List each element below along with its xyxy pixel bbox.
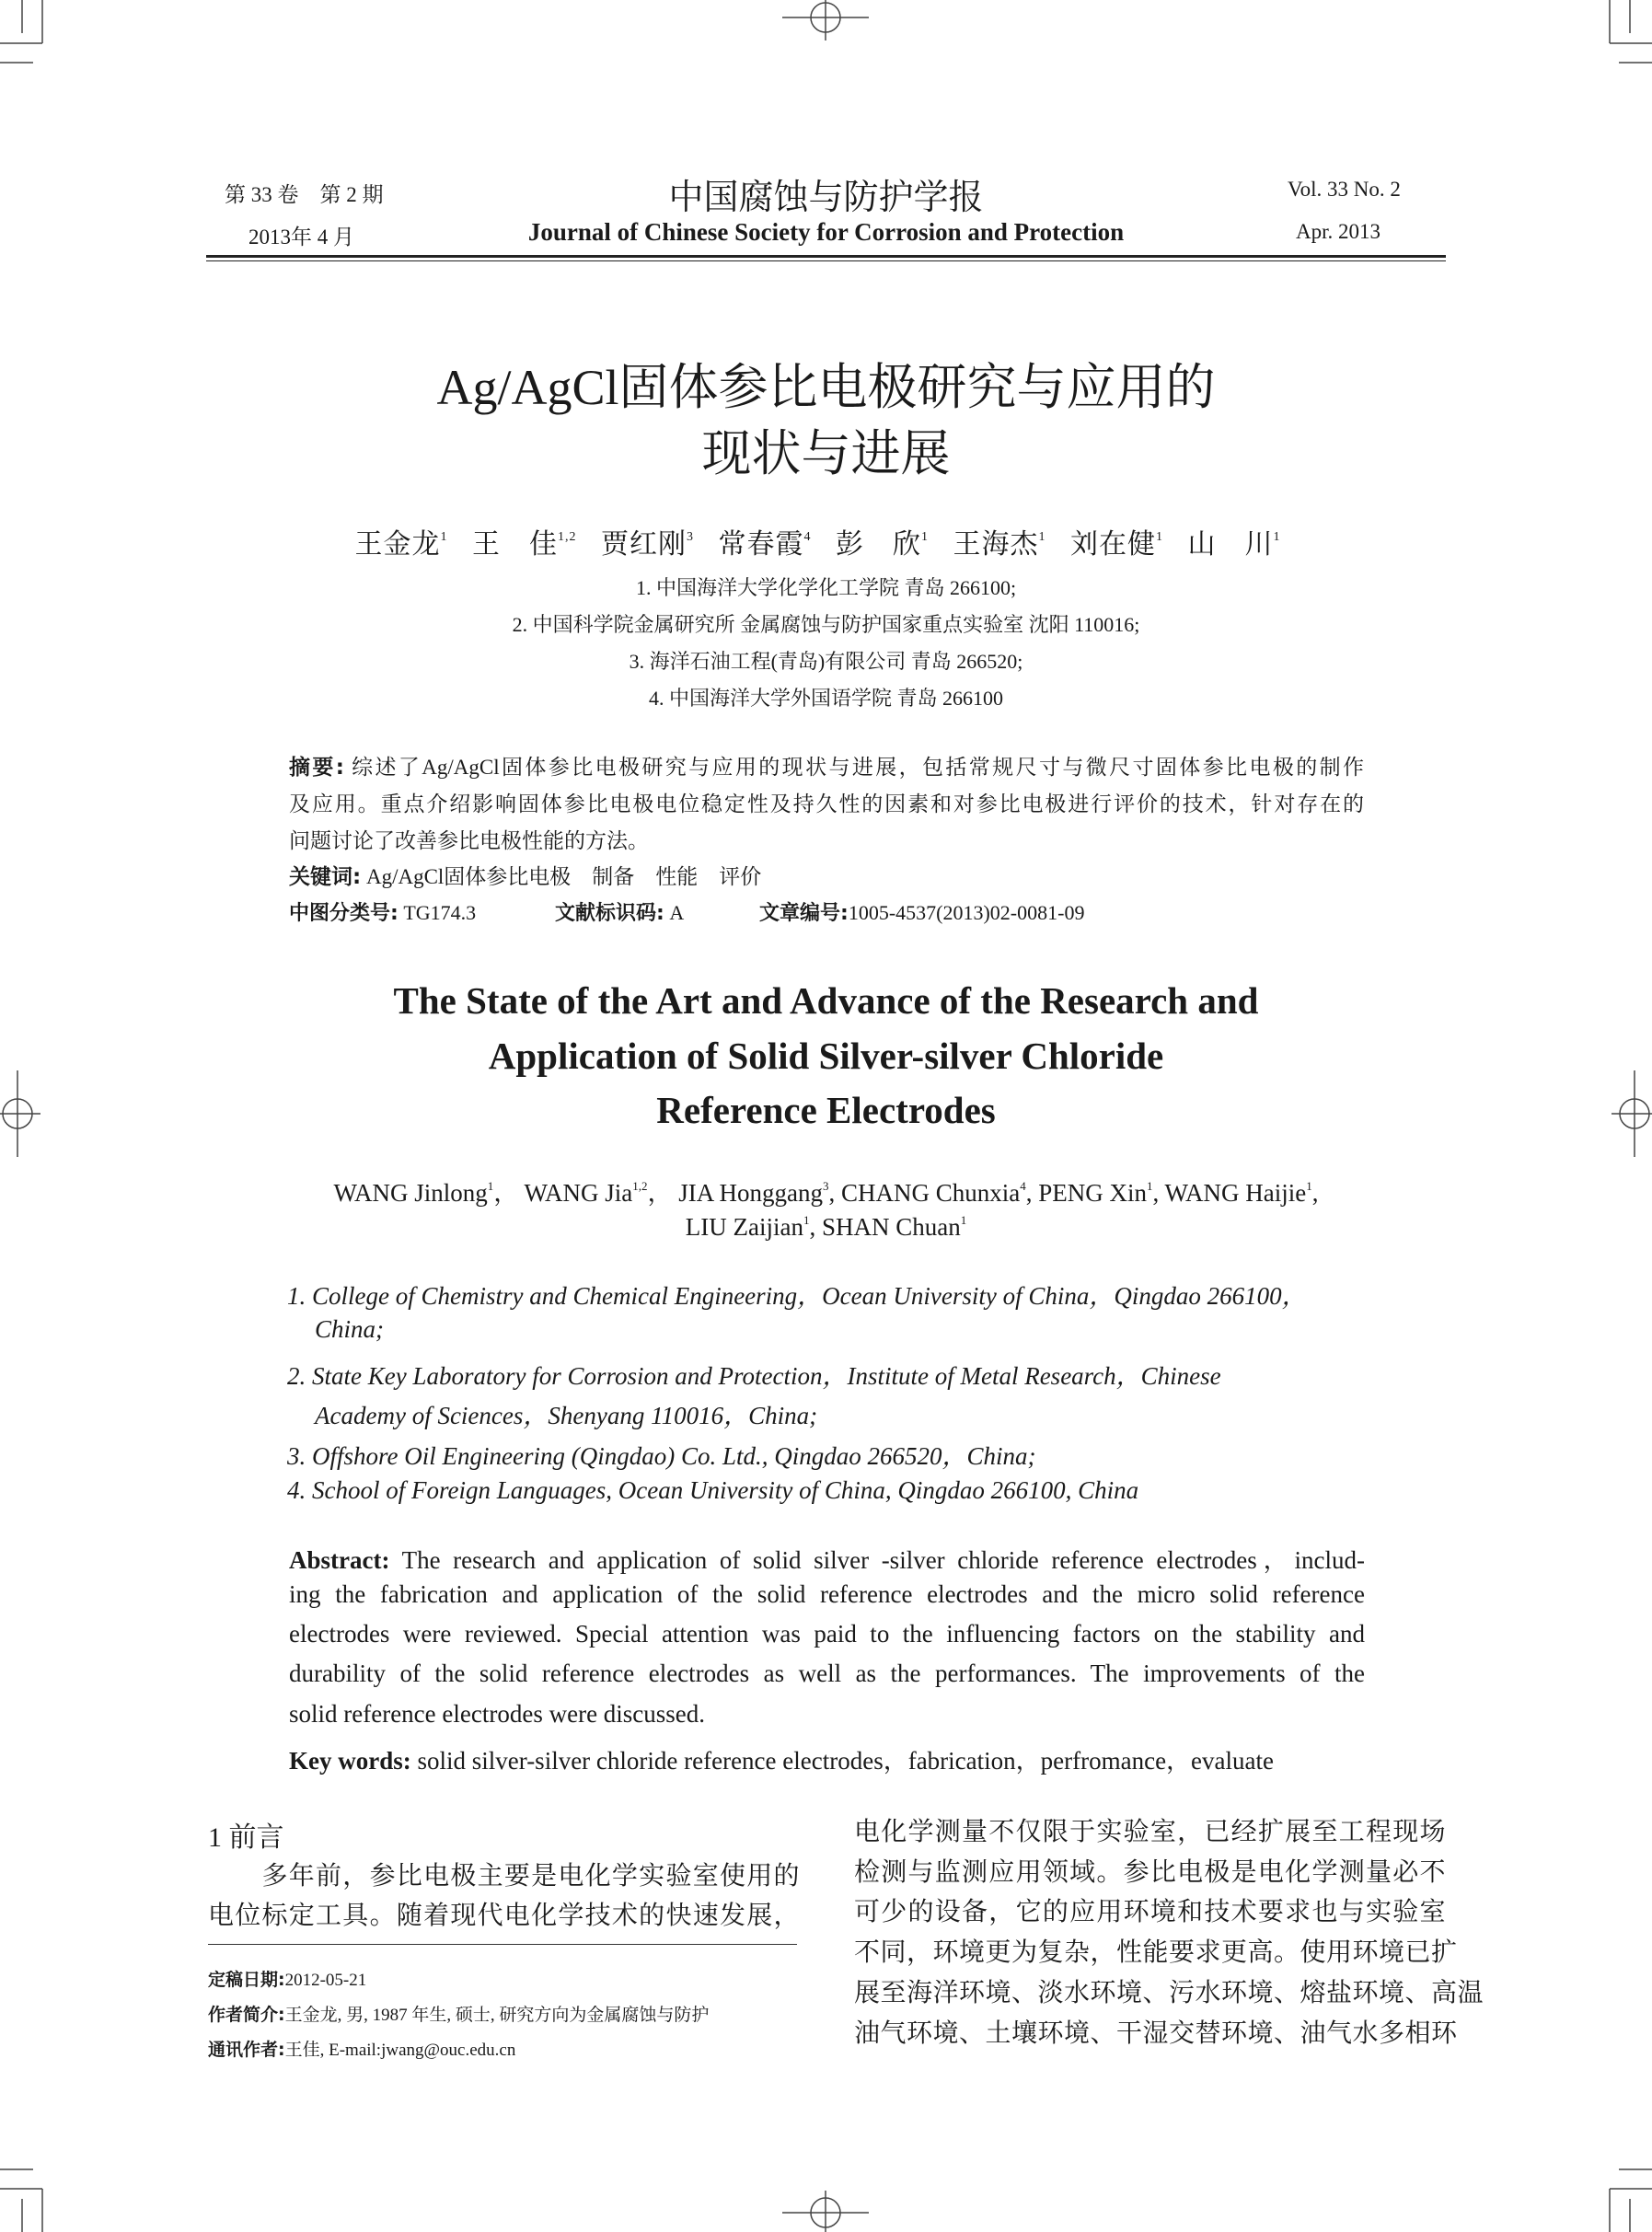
separator: , — [809, 1213, 822, 1241]
header-volume-issue-en: Vol. 33 No. 2 — [1288, 178, 1401, 201]
keywords-cn-text: Ag/AgCl固体参比电极 制备 性能 评价 — [361, 865, 762, 888]
body-text-line: 可少的设备，它的应用环境和技术要求也与实验室 — [854, 1898, 1446, 1926]
clc-value: TG174.3 — [398, 901, 477, 924]
author-affil-sup: 1 — [803, 1213, 810, 1227]
classification-article — [759, 897, 1084, 926]
abstract-en-text: The research and application of solid silver -silver chloride reference electrodes，includ- — [389, 1546, 1365, 1574]
keywords-en — [289, 1740, 1274, 1776]
title-cn-line-1: Ag/AgCl固体参比电极研究与应用的 — [436, 360, 1216, 415]
affiliation-cn: 1. 中国海洋大学化学化工学院 青岛 266100; — [635, 576, 1017, 599]
classification-doc — [555, 897, 684, 926]
author-affil-sup: 1,2 — [558, 530, 577, 544]
author-cn: 刘在健 — [1070, 529, 1156, 560]
body-text-line: 检测与监测应用领域。参比电极是电化学测量必不 — [854, 1858, 1446, 1887]
author-affil-sup: 4 — [1020, 1179, 1026, 1193]
body-text-line: 油气环境、土壤环境、干湿交替环境、油气水多相环 — [854, 2019, 1458, 2048]
affiliation-en: 1. College of Chemistry and Chemical Engineering，Ocean University of China，Qingdao 266100， — [287, 1282, 1307, 1310]
author-affil-sup: 1 — [1306, 1179, 1312, 1193]
author-cn: 山 川 — [1187, 529, 1274, 560]
body-text-line: 电化学测量不仅限于实验室，已经扩展至工程现场 — [854, 1818, 1446, 1846]
header-date-en: Apr. 2013 — [1296, 220, 1381, 243]
separator: , — [1311, 1179, 1319, 1207]
footnote-label: 定稿日期: — [208, 1970, 285, 1990]
separator: ， — [493, 1179, 519, 1207]
header-rule-thin — [206, 260, 1446, 261]
abstract-cn-line — [289, 750, 1364, 781]
author-en: CHANG Chunxia — [841, 1179, 1021, 1207]
section-heading: 1 前言 — [208, 1822, 284, 1853]
author-affil-sup: 4 — [803, 530, 812, 544]
author-affil-sup: 1,2 — [632, 1179, 648, 1193]
footnote-corresponding-author — [208, 2036, 515, 2061]
journal-title-en: Journal of Chinese Society for Corrosion and Protection — [527, 218, 1125, 246]
footnote-text: 王金龙, 男, 1987 年生, 硕士, 研究方向为金属腐蚀与防护 — [284, 2006, 710, 2025]
affiliation-cn: 2. 中国科学院金属研究所 金属腐蚀与防护国家重点实验室 沈阳 110016; — [512, 613, 1140, 636]
author-affil-sup: 1 — [960, 1213, 967, 1227]
author-affil-sup: 1 — [921, 530, 929, 544]
authors-en-line-1 — [0, 1173, 1652, 1209]
clc-label: 中图分类号: — [289, 902, 399, 925]
footnote-rule — [208, 1944, 797, 1945]
footnote-text: 王佳, E-mail:jwang@ouc.edu.cn — [284, 2041, 516, 2060]
header-date-cn: 2013年 4 月 — [248, 226, 354, 249]
title-en-line-1: The State of the Art and Advance of the Research and — [393, 979, 1259, 1022]
article-no-value: 1005-4537(2013)02-0081-09 — [848, 901, 1085, 924]
separator: ， — [647, 1179, 673, 1207]
abstract-cn-line: 问题讨论了改善参比电极性能的方法。 — [289, 829, 649, 852]
author-affil-sup: 1 — [1147, 1179, 1153, 1193]
abstract-cn-label: 摘要: — [289, 756, 344, 780]
author-affil-sup: 1 — [1273, 530, 1281, 544]
affiliation-en: 3. Offshore Oil Engineering (Qingdao) Co. Ltd., Qingdao 266520，China; — [287, 1442, 1036, 1470]
affiliation-en: Academy of Sciences，Shenyang 110016，China; — [315, 1402, 818, 1429]
author-affil-sup: 1 — [440, 530, 448, 544]
journal-title-cn: 中国腐蚀与防护学报 — [668, 179, 984, 217]
keywords-cn-label: 关键词: — [289, 865, 362, 889]
body-text-line: 多年前，参比电极主要是电化学实验室使用的 — [208, 1862, 800, 1891]
author-cn: 贾红刚 — [601, 529, 687, 560]
author-affil-sup: 3 — [687, 530, 694, 544]
affiliation-cn: 4. 中国海洋大学外国语学院 青岛 266100 — [648, 687, 1003, 710]
authors-en-line-2 — [0, 1213, 1652, 1242]
abstract-en-label: Abstract: — [289, 1546, 390, 1574]
abstract-cn-text: 综述了Ag/AgCl固体参比电极研究与应用的现状与进展，包括常规尺寸与微尺寸固体参比电极的制作 — [343, 756, 1365, 779]
classification-clc — [289, 897, 476, 926]
footnote-text: 2012-05-21 — [284, 1971, 367, 1990]
author-cn: 彭 欣 — [836, 529, 921, 560]
doc-code-label: 文献标识码: — [555, 902, 664, 925]
abstract-en-line: durability of the solid reference electrodes as well as the performances. The improvements of the — [289, 1660, 1365, 1687]
separator: , — [1152, 1179, 1165, 1207]
author-en: LIU Zaijian — [685, 1213, 803, 1241]
author-cn: 王 佳 — [472, 529, 558, 560]
affiliation-en: 4. School of Foreign Languages, Ocean University of China, Qingdao 266100, China — [287, 1476, 1139, 1504]
footnote-label: 作者简介: — [208, 2005, 285, 2025]
abstract-en-line — [289, 1540, 1365, 1576]
affiliation-en: China; — [315, 1315, 385, 1343]
header-rule — [206, 255, 1446, 258]
abstract-en-line: solid reference electrodes were discussed. — [289, 1700, 706, 1728]
doc-code-value: A — [664, 901, 685, 924]
keywords-en-label: Key words: — [289, 1747, 411, 1775]
author-cn: 王海杰 — [953, 529, 1039, 560]
title-en-line-3: Reference Electrodes — [656, 1089, 996, 1131]
author-affil-sup: 3 — [823, 1179, 829, 1193]
author-en: SHAN Chuan — [821, 1213, 961, 1241]
author-affil-sup: 1 — [1156, 530, 1163, 544]
affiliation-en: 2. State Key Laboratory for Corrosion and Protection，Institute of Metal Research，Chinese — [287, 1362, 1221, 1390]
body-text-line: 不同，环境更为复杂，性能要求更高。使用环境已扩 — [854, 1938, 1458, 1967]
authors-cn — [0, 521, 1652, 561]
separator: , — [1025, 1179, 1039, 1207]
author-en: WANG Haijie — [1164, 1179, 1307, 1207]
keywords-en-text: solid silver-silver chloride reference electrodes，fabrication，perfromance，evaluate — [410, 1747, 1274, 1775]
footnote-author-bio — [208, 2001, 709, 2026]
author-affil-sup: 1 — [487, 1179, 494, 1193]
footnote-received-date — [208, 1966, 366, 1991]
separator: , — [828, 1179, 841, 1207]
keywords-cn — [289, 860, 761, 890]
author-en: PENG Xin — [1038, 1179, 1148, 1207]
article-no-label: 文章编号: — [759, 902, 849, 925]
author-en: WANG Jia — [524, 1179, 633, 1207]
author-en: JIA Honggang — [678, 1179, 823, 1207]
affiliation-cn: 3. 海洋石油工程(青岛)有限公司 青岛 266520; — [629, 650, 1023, 673]
author-affil-sup: 1 — [1038, 530, 1046, 544]
body-text-line: 电位标定工具。随着现代电化学技术的快速发展， — [208, 1902, 800, 1930]
footnote-label: 通讯作者: — [208, 2040, 285, 2060]
header-volume-issue-cn: 第 33 卷 第 2 期 — [225, 183, 384, 206]
author-cn: 王金龙 — [354, 529, 441, 560]
title-cn-line-2: 现状与进展 — [701, 426, 951, 481]
abstract-en-line: electrodes were reviewed. Special attention was paid to the influencing factors on the stability and — [289, 1620, 1365, 1648]
abstract-en-line: ing the fabrication and application of the solid reference electrodes and the micro solid reference — [289, 1580, 1365, 1608]
abstract-cn-line: 及应用。重点介绍影响固体参比电极电位稳定性及持久性的因素和对参比电极进行评价的技术，针对存在的 — [289, 792, 1364, 815]
title-en-line-2: Application of Solid Silver-silver Chloride — [488, 1035, 1164, 1077]
body-text-line: 展至海洋环境、淡水环境、污水环境、熔盐环境、高温 — [854, 1979, 1484, 2007]
author-en: WANG Jinlong — [333, 1179, 488, 1207]
author-cn: 常春霞 — [718, 529, 804, 560]
